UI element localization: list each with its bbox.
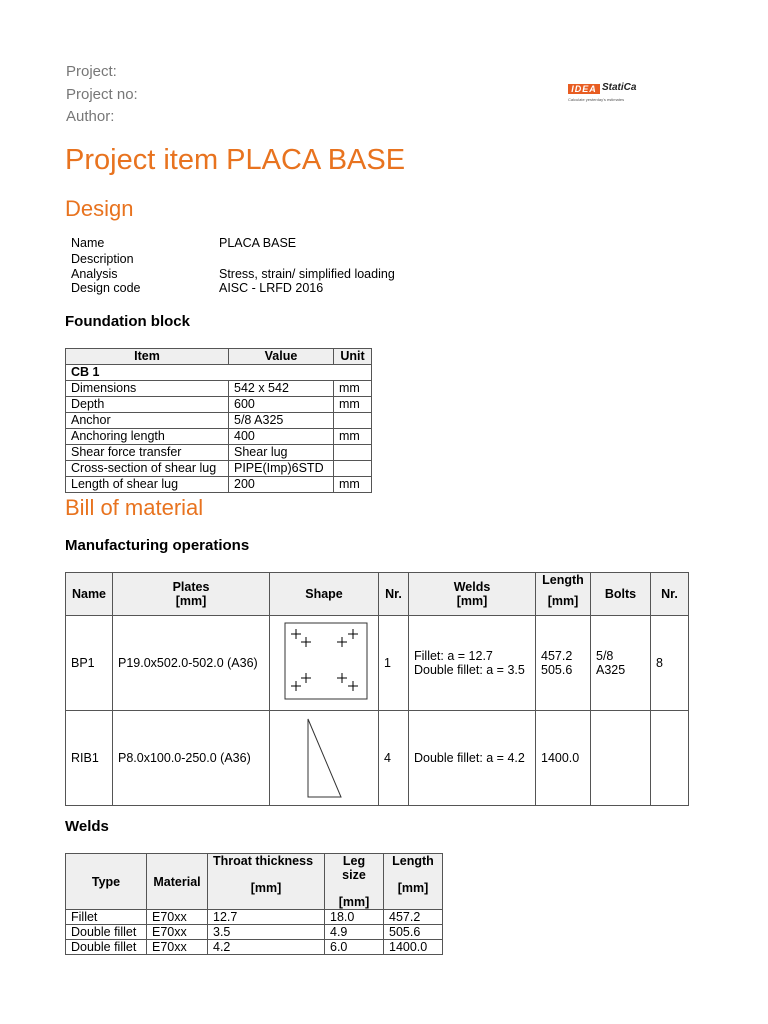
cell-value: 542 x 542 [229,381,334,397]
col-material: Material [147,854,208,910]
cell-plates: P8.0x100.0-250.0 (A36) [113,711,270,806]
cell-name: RIB1 [66,711,113,806]
table-row [66,940,443,955]
table-row [66,925,443,940]
welds-table [65,853,443,955]
cell-shape [270,616,379,711]
col-name: Name [66,573,113,616]
cell-plates: P19.0x502.0-502.0 (A36) [113,616,270,711]
col-type: Type [66,854,147,910]
table-row [66,616,689,711]
bolt-line: A325 [596,663,626,677]
table-row [66,445,372,461]
cell-item: Anchor [66,413,229,429]
cell-type: Double fillet [66,925,147,940]
design-key-analysis: Analysis [71,267,118,281]
cell-leg: 4.9 [325,925,384,940]
length-line: 1400.0 [541,751,580,765]
cell-throat: 3.5 [208,925,325,940]
table-row [66,910,443,925]
cell-unit: mm [334,477,372,493]
col-throat [208,854,325,910]
col-item: Item [66,349,229,365]
foundation-heading: Foundation block [65,313,190,330]
cell-welds [409,711,536,806]
table-row [66,711,689,806]
col-value: Value [229,349,334,365]
cell-unit: mm [334,429,372,445]
length-line: 457.2 [541,649,573,663]
cell-length: 1400.0 [384,940,443,955]
cell-unit [334,461,372,477]
table-header-row [66,573,689,616]
cell-item: Dimensions [66,381,229,397]
weld-line: Fillet: a = 12.7 [414,649,493,663]
cell-nr: 1 [379,616,409,711]
length-line: 505.6 [541,663,573,677]
design-value-analysis: Stress, strain/ simplified loading [219,267,395,281]
table-row [66,461,372,477]
col-leg-label: Leg size [342,854,366,882]
col-plates-unit: [mm] [175,594,207,608]
col-plates [113,573,270,616]
table-row [66,429,372,445]
logo-brand: StatiCa [602,82,637,93]
col-welds-unit: [mm] [456,594,488,608]
rib-shape-icon [270,711,378,802]
manufacturing-heading: Manufacturing operations [65,537,250,554]
col-length-label: Length [392,854,434,868]
cell-value: 5/8 A325 [229,413,334,429]
col-throat-unit: [mm] [250,881,282,895]
table-group-row [66,365,372,381]
cell-unit: mm [334,381,372,397]
col-plates-label: Plates [172,580,210,594]
idea-statica-logo [568,82,658,104]
page-title: Project item PLACA BASE [65,144,406,176]
cell-type: Double fillet [66,940,147,955]
cell-unit [334,445,372,461]
col-length-unit: [mm] [547,594,579,608]
design-keys [71,236,141,295]
table-row [66,381,372,397]
col-length [536,573,591,616]
design-key-code: Design code [71,281,141,295]
col-bolts: Bolts [591,573,651,616]
cell-nr2: 8 [651,616,689,711]
design-value-code: AISC - LRFD 2016 [219,281,324,295]
col-throat-label: Throat thickness [213,854,314,868]
design-values [219,236,395,295]
col-leg-unit: [mm] [338,895,370,909]
col-shape: Shape [270,573,379,616]
design-key-name: Name [71,236,105,250]
cell-value: Shear lug [229,445,334,461]
group-cb1: CB 1 [66,365,372,381]
cell-item: Anchoring length [66,429,229,445]
cell-length [536,711,591,806]
col-length-unit: [mm] [397,881,429,895]
table-header-row [66,854,443,910]
col-unit: Unit [334,349,372,365]
cell-length: 457.2 [384,910,443,925]
weld-line: Double fillet: a = 4.2 [414,751,525,765]
cell-leg: 18.0 [325,910,384,925]
col-length-label: Length [542,573,584,587]
logo-tagline: Calculate yesterday's estimates [568,97,625,102]
foundation-table [65,348,372,493]
cell-value: PIPE(Imp)6STD [229,461,334,477]
col-welds-label: Welds [453,580,491,594]
cell-item: Cross-section of shear lug [66,461,229,477]
cell-item: Depth [66,397,229,413]
cell-item: Shear force transfer [66,445,229,461]
col-nr: Nr. [379,573,409,616]
design-value-description [219,252,395,268]
table-row [66,477,372,493]
base-plate-shape-icon [270,616,378,707]
col-leg [325,854,384,910]
manufacturing-table [65,572,689,806]
bolt-holes [291,629,358,691]
design-key-description: Description [71,251,134,266]
cell-value: 200 [229,477,334,493]
table-row [66,397,372,413]
cell-welds [409,616,536,711]
cell-value: 400 [229,429,334,445]
project-label: Project: [66,63,117,80]
cell-throat: 12.7 [208,910,325,925]
cell-nr: 4 [379,711,409,806]
cell-length: 505.6 [384,925,443,940]
cell-material: E70xx [147,940,208,955]
cell-item: Length of shear lug [66,477,229,493]
bolt-line: 5/8 [596,649,614,663]
col-length [384,854,443,910]
cell-unit: mm [334,397,372,413]
cell-leg: 6.0 [325,940,384,955]
cell-type: Fillet [66,910,147,925]
logo-mark: IDEA [568,84,600,94]
cell-length [536,616,591,711]
col-nr2: Nr. [651,573,689,616]
cell-value: 600 [229,397,334,413]
weld-line: Double fillet: a = 3.5 [414,663,525,677]
table-header-row [66,349,372,365]
bill-heading: Bill of material [65,495,204,520]
project-no-label: Project no: [66,86,138,103]
design-heading: Design [65,196,134,221]
cell-material: E70xx [147,910,208,925]
author-label: Author: [66,108,115,125]
table-row [66,413,372,429]
welds-heading: Welds [65,818,109,835]
col-welds [409,573,536,616]
cell-nr2 [651,711,689,806]
cell-throat: 4.2 [208,940,325,955]
cell-unit [334,413,372,429]
cell-material: E70xx [147,925,208,940]
design-value-name: PLACA BASE [219,236,297,250]
cell-bolts [591,711,651,806]
cell-bolts [591,616,651,711]
cell-shape [270,711,379,806]
cell-name: BP1 [66,616,113,711]
